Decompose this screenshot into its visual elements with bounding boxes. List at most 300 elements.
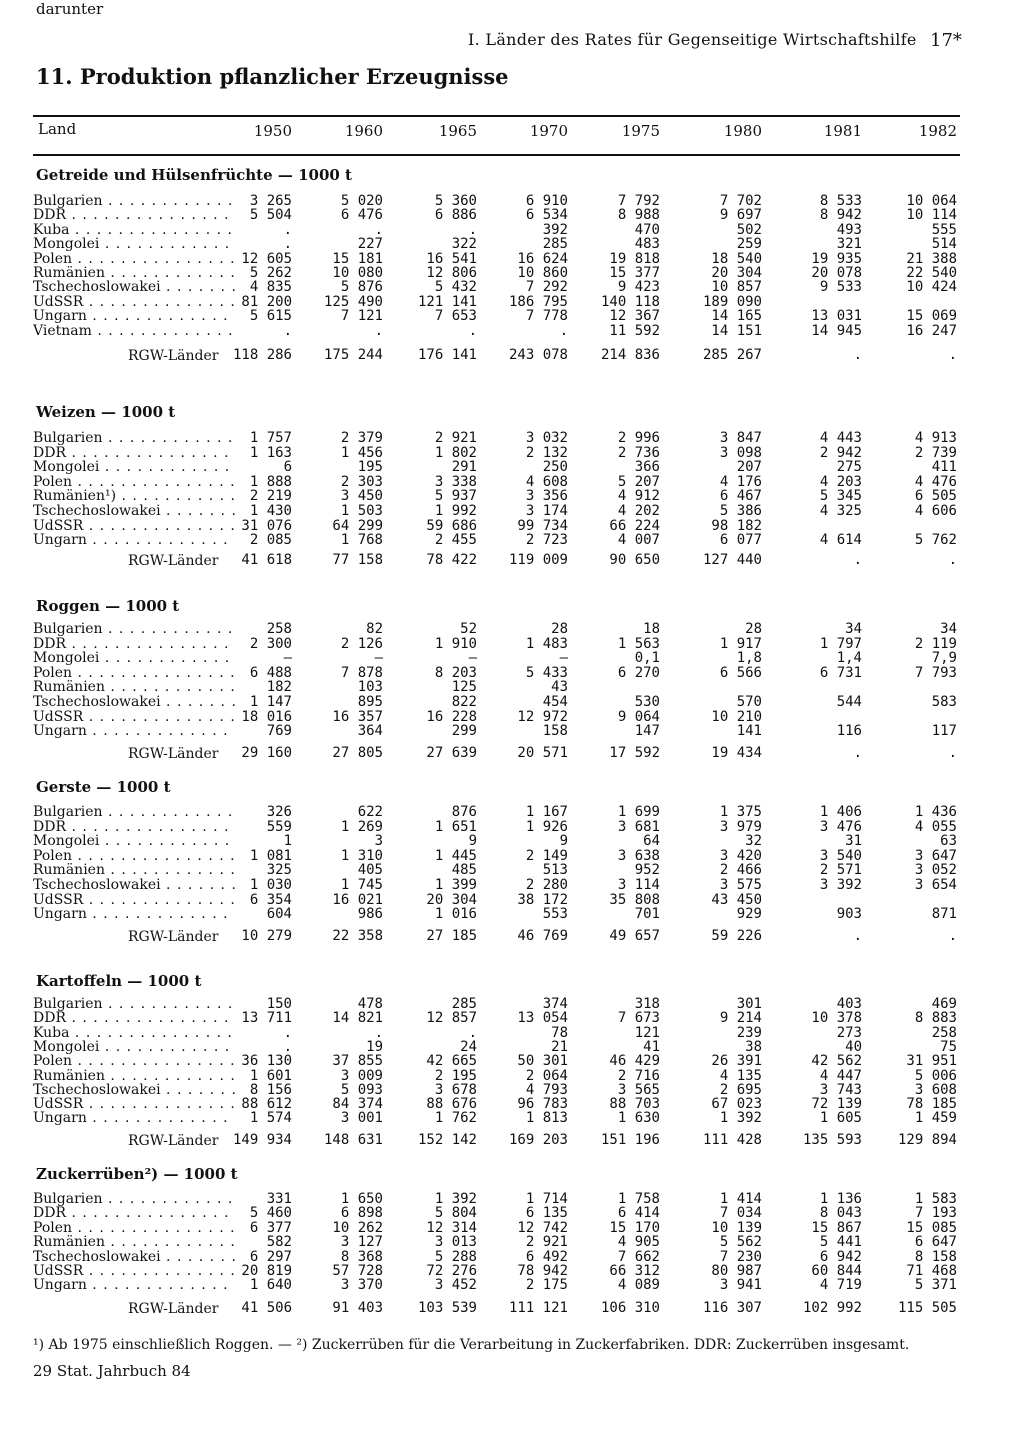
country-name: UdSSR . . . bbox=[33, 1097, 235, 1112]
country-name: Rumänien . . . bbox=[33, 1235, 235, 1250]
table-cell: 7 792 bbox=[617, 193, 660, 209]
table-cell: 3 452 bbox=[434, 1277, 477, 1293]
table-cell: 12 605 bbox=[241, 251, 292, 267]
total-cell: 78 422 bbox=[426, 552, 477, 568]
table-row bbox=[0, 1026, 1024, 1041]
table-cell: 72 276 bbox=[426, 1263, 477, 1279]
table-cell: . bbox=[374, 323, 383, 339]
table-cell: 4 007 bbox=[617, 532, 660, 548]
table-cell: 1 813 bbox=[525, 1110, 568, 1126]
year-header: 1965 bbox=[438, 122, 477, 140]
table-cell: 6 bbox=[283, 459, 292, 475]
country-name: Tschechoslowakei . . . bbox=[33, 1083, 235, 1098]
table-cell: 2 119 bbox=[914, 636, 957, 652]
table-cell: 3 174 bbox=[525, 503, 568, 519]
country-name: Ungarn . . . bbox=[33, 309, 235, 324]
country-name: Tschechoslowakei . . . bbox=[33, 695, 235, 710]
total-label: RGW-Länder bbox=[128, 348, 219, 364]
country-name: Polen . . . bbox=[33, 849, 235, 864]
table-cell: 78 942 bbox=[517, 1263, 568, 1279]
table-cell: 2 064 bbox=[525, 1068, 568, 1084]
table-row bbox=[0, 237, 1024, 252]
table-cell: 14 151 bbox=[711, 323, 762, 339]
table-cell: 2 723 bbox=[525, 532, 568, 548]
table-cell: 6 297 bbox=[249, 1249, 292, 1265]
table-row bbox=[0, 266, 1024, 281]
table-cell: 9 697 bbox=[719, 207, 762, 223]
total-label: RGW-Länder bbox=[128, 553, 219, 569]
total-cell: 243 078 bbox=[508, 347, 568, 363]
table-cell: 43 bbox=[551, 679, 568, 695]
table-row bbox=[0, 1235, 1024, 1250]
table-cell: 15 069 bbox=[906, 308, 957, 324]
table-cell: 555 bbox=[931, 222, 957, 238]
table-cell: 1 797 bbox=[819, 636, 862, 652]
table-cell: 1 269 bbox=[340, 819, 383, 835]
table-cell: 903 bbox=[836, 906, 862, 922]
table-cell: 71 468 bbox=[906, 1263, 957, 1279]
table-row bbox=[0, 1250, 1024, 1265]
table-cell: 366 bbox=[634, 459, 660, 475]
year-header: 1970 bbox=[529, 122, 568, 140]
table-cell: 5 207 bbox=[617, 474, 660, 490]
table-cell: 6 488 bbox=[249, 665, 292, 681]
table-cell: 6 270 bbox=[617, 665, 660, 681]
table-cell: 8 942 bbox=[819, 207, 862, 223]
table-cell: 116 bbox=[836, 723, 862, 739]
table-cell: 37 855 bbox=[332, 1053, 383, 1069]
table-cell: 4 055 bbox=[914, 819, 957, 835]
table-cell: 41 bbox=[643, 1039, 660, 1055]
table-cell: 34 bbox=[845, 621, 862, 637]
table-cell: 4 719 bbox=[819, 1277, 862, 1293]
table-cell: 2 921 bbox=[434, 430, 477, 446]
table-cell: 15 181 bbox=[332, 251, 383, 267]
table-cell: 325 bbox=[266, 862, 292, 878]
table-cell: 99 734 bbox=[517, 518, 568, 534]
total-cell: 118 286 bbox=[232, 347, 292, 363]
table-cell: 1 399 bbox=[434, 877, 477, 893]
table-cell: 986 bbox=[357, 906, 383, 922]
table-cell: 514 bbox=[931, 236, 957, 252]
table-cell: 21 388 bbox=[906, 251, 957, 267]
table-cell: 182 bbox=[266, 679, 292, 695]
table-cell: 7 793 bbox=[914, 665, 957, 681]
table-cell: 1 650 bbox=[340, 1191, 383, 1207]
table-cell: 195 bbox=[357, 459, 383, 475]
country-name: Kuba . . . bbox=[33, 223, 235, 238]
country-name: Bulgarien . . . bbox=[33, 1192, 235, 1207]
table-cell: 8 156 bbox=[249, 1082, 292, 1098]
table-cell: 59 686 bbox=[426, 518, 477, 534]
total-cell: 119 009 bbox=[508, 552, 568, 568]
table-cell: 18 016 bbox=[241, 709, 292, 725]
table-cell: 322 bbox=[451, 236, 477, 252]
table-cell: 929 bbox=[736, 906, 762, 922]
table-cell: 1 601 bbox=[249, 1068, 292, 1084]
table-cell: 13 711 bbox=[241, 1010, 292, 1026]
table-cell: 7 034 bbox=[719, 1205, 762, 1221]
table-cell: 1 392 bbox=[719, 1110, 762, 1126]
table-cell: 20 819 bbox=[241, 1263, 292, 1279]
table-cell: 3 654 bbox=[914, 877, 957, 893]
table-cell: 5 006 bbox=[914, 1068, 957, 1084]
table-cell: 3 979 bbox=[719, 819, 762, 835]
section-title: Zuckerrüben²) — 1000 t bbox=[36, 1165, 238, 1183]
table-cell: . bbox=[374, 1025, 383, 1041]
country-name: Polen . . . bbox=[33, 1054, 235, 1069]
table-cell: 19 bbox=[366, 1039, 383, 1055]
table-cell: 3 678 bbox=[434, 1082, 477, 1098]
country-name: Polen . . . bbox=[33, 666, 235, 681]
table-cell: 75 bbox=[940, 1039, 957, 1055]
country-name: Tschechoslowakei . . . bbox=[33, 878, 235, 893]
total-cell: 152 142 bbox=[417, 1132, 477, 1148]
table-cell: 3 647 bbox=[914, 848, 957, 864]
country-name: DDR . . . bbox=[33, 820, 235, 835]
total-cell: 49 657 bbox=[609, 928, 660, 944]
table-cell: 38 172 bbox=[517, 892, 568, 908]
table-row bbox=[0, 863, 1024, 878]
table-cell: 3 009 bbox=[340, 1068, 383, 1084]
table-cell: 273 bbox=[836, 1025, 862, 1041]
table-cell: 103 bbox=[357, 679, 383, 695]
table-cell: 42 665 bbox=[426, 1053, 477, 1069]
table-cell: 81 200 bbox=[241, 294, 292, 310]
table-cell: 16 021 bbox=[332, 892, 383, 908]
table-cell: 3 392 bbox=[819, 877, 862, 893]
table-cell: 8 043 bbox=[819, 1205, 862, 1221]
table-row bbox=[0, 878, 1024, 893]
country-name: UdSSR . . . bbox=[33, 710, 235, 725]
total-cell: 175 244 bbox=[323, 347, 383, 363]
table-cell: 1 651 bbox=[434, 819, 477, 835]
table-cell: 141 bbox=[736, 723, 762, 739]
table-cell: 895 bbox=[357, 694, 383, 710]
table-cell: 6 476 bbox=[340, 207, 383, 223]
table-row bbox=[0, 666, 1024, 681]
table-cell: 3 bbox=[374, 833, 383, 849]
table-cell: 46 429 bbox=[609, 1053, 660, 1069]
table-cell: 6 077 bbox=[719, 532, 762, 548]
table-row bbox=[0, 252, 1024, 267]
table-cell: 3 127 bbox=[340, 1234, 383, 1250]
table-cell: 493 bbox=[836, 222, 862, 238]
footnote: ¹) Ab 1975 einschließlich Roggen. — ²) Zuckerrüben für die Verarbeitung in Zuckerfabriken. DDR: Zuckerrüben insgesamt. bbox=[33, 1337, 910, 1353]
table-cell: 701 bbox=[634, 906, 660, 922]
table-cell: 1 926 bbox=[525, 819, 568, 835]
table-cell: 544 bbox=[836, 694, 862, 710]
total-cell: 127 440 bbox=[702, 552, 762, 568]
table-cell: 4 476 bbox=[914, 474, 957, 490]
table-cell: 3 001 bbox=[340, 1110, 383, 1126]
column-header-land: Land bbox=[38, 120, 77, 138]
table-cell: 7 653 bbox=[434, 308, 477, 324]
table-cell: 6 886 bbox=[434, 207, 477, 223]
table-cell: . bbox=[283, 323, 292, 339]
table-cell: 559 bbox=[266, 819, 292, 835]
table-cell: 9 064 bbox=[617, 709, 660, 725]
table-cell: 19 935 bbox=[811, 251, 862, 267]
country-name: Tschechoslowakei . . . bbox=[33, 280, 235, 295]
table-cell: 14 945 bbox=[811, 323, 862, 339]
table-cell: 1 758 bbox=[617, 1191, 660, 1207]
country-name: Rumänien¹) . . . bbox=[33, 489, 235, 504]
total-cell: 20 571 bbox=[517, 745, 568, 761]
table-cell: 291 bbox=[451, 459, 477, 475]
country-name: Bulgarien . . . bbox=[33, 194, 235, 209]
table-row bbox=[0, 194, 1024, 209]
table-cell: 3 370 bbox=[340, 1277, 383, 1293]
table-row bbox=[0, 519, 1024, 534]
country-name: Bulgarien . . . bbox=[33, 622, 235, 637]
table-cell: 5 441 bbox=[819, 1234, 862, 1250]
table-cell: 40 bbox=[845, 1039, 862, 1055]
table-cell: 36 130 bbox=[241, 1053, 292, 1069]
table-cell: 121 141 bbox=[417, 294, 477, 310]
table-cell: 9 214 bbox=[719, 1010, 762, 1026]
table-cell: 16 541 bbox=[426, 251, 477, 267]
table-cell: 5 360 bbox=[434, 193, 477, 209]
total-cell: 285 267 bbox=[702, 347, 762, 363]
top-rule bbox=[33, 115, 960, 117]
table-row bbox=[0, 533, 1024, 548]
table-cell: 12 806 bbox=[426, 265, 477, 281]
table-cell: 28 bbox=[745, 621, 762, 637]
total-cell: 149 934 bbox=[232, 1132, 292, 1148]
table-cell: 6 354 bbox=[249, 892, 292, 908]
table-cell: 207 bbox=[736, 459, 762, 475]
table-cell: 28 bbox=[551, 621, 568, 637]
table-cell: 13 031 bbox=[811, 308, 862, 324]
year-header: 1975 bbox=[621, 122, 660, 140]
table-row bbox=[0, 1221, 1024, 1236]
table-cell: 3 420 bbox=[719, 848, 762, 864]
table-cell: 32 bbox=[745, 833, 762, 849]
table-cell: — bbox=[374, 650, 383, 666]
table-cell: 530 bbox=[634, 694, 660, 710]
table-cell: 1,4 bbox=[836, 650, 862, 666]
total-cell: 169 203 bbox=[508, 1132, 568, 1148]
country-name: Tschechoslowakei . . . bbox=[33, 504, 235, 519]
table-cell: 63 bbox=[940, 833, 957, 849]
country-name: Ungarn . . . bbox=[33, 724, 235, 739]
table-cell: 3 356 bbox=[525, 488, 568, 504]
table-row bbox=[0, 1040, 1024, 1055]
country-name: UdSSR . . . bbox=[33, 519, 235, 534]
table-cell: 3 681 bbox=[617, 819, 660, 835]
table-cell: 6 467 bbox=[719, 488, 762, 504]
table-cell: 5 371 bbox=[914, 1277, 957, 1293]
country-name: Tschechoslowakei . . . bbox=[33, 1250, 235, 1265]
table-cell: 52 bbox=[460, 621, 477, 637]
country-name: DDR . . . bbox=[33, 208, 235, 223]
table-cell: 43 450 bbox=[711, 892, 762, 908]
total-cell: . bbox=[853, 347, 862, 363]
table-cell: 21 bbox=[551, 1039, 568, 1055]
table-cell: 7,9 bbox=[931, 650, 957, 666]
table-cell: 1 574 bbox=[249, 1110, 292, 1126]
total-label: RGW-Länder bbox=[128, 746, 219, 762]
table-cell: 4 912 bbox=[617, 488, 660, 504]
table-cell: . bbox=[283, 222, 292, 238]
table-row bbox=[0, 295, 1024, 310]
table-cell: 31 bbox=[845, 833, 862, 849]
table-cell: 150 bbox=[266, 996, 292, 1012]
table-cell: 1 436 bbox=[914, 804, 957, 820]
total-cell: 90 650 bbox=[609, 552, 660, 568]
table-cell: 227 bbox=[357, 236, 383, 252]
table-cell: 117 bbox=[931, 723, 957, 739]
table-cell: 1 714 bbox=[525, 1191, 568, 1207]
total-label: RGW-Länder bbox=[128, 1301, 219, 1317]
table-cell: 31 076 bbox=[241, 518, 292, 534]
table-cell: 3 338 bbox=[434, 474, 477, 490]
total-cell: 59 226 bbox=[711, 928, 762, 944]
table-cell: 1 392 bbox=[434, 1191, 477, 1207]
total-cell: 151 196 bbox=[600, 1132, 660, 1148]
table-cell: 3 565 bbox=[617, 1082, 660, 1098]
table-cell: 147 bbox=[634, 723, 660, 739]
table-cell: 6 647 bbox=[914, 1234, 957, 1250]
country-name: Rumänien . . . bbox=[33, 266, 235, 281]
table-row bbox=[0, 223, 1024, 238]
table-cell: 66 312 bbox=[609, 1263, 660, 1279]
table-row bbox=[0, 1206, 1024, 1221]
table-cell: 4 913 bbox=[914, 430, 957, 446]
table-cell: 318 bbox=[634, 996, 660, 1012]
table-cell: 60 844 bbox=[811, 1263, 862, 1279]
table-cell: 2 466 bbox=[719, 862, 762, 878]
table-cell: 7 778 bbox=[525, 308, 568, 324]
total-row bbox=[0, 553, 1024, 568]
total-cell: 19 434 bbox=[711, 745, 762, 761]
year-header: 1950 bbox=[253, 122, 292, 140]
table-cell: 2 149 bbox=[525, 848, 568, 864]
table-cell: 1 563 bbox=[617, 636, 660, 652]
table-row bbox=[0, 280, 1024, 295]
table-cell: 3 575 bbox=[719, 877, 762, 893]
table-cell: 1 414 bbox=[719, 1191, 762, 1207]
table-cell: 34 bbox=[940, 621, 957, 637]
table-cell: 570 bbox=[736, 694, 762, 710]
country-name: DDR . . . bbox=[33, 637, 235, 652]
table-cell: 2 921 bbox=[525, 1234, 568, 1250]
table-cell: 8 158 bbox=[914, 1249, 957, 1265]
table-cell: 483 bbox=[634, 236, 660, 252]
table-cell: 769 bbox=[266, 723, 292, 739]
country-name: UdSSR . . . bbox=[33, 893, 235, 908]
table-cell: 5 345 bbox=[819, 488, 862, 504]
table-cell: 31 951 bbox=[906, 1053, 957, 1069]
section-title: Gerste — 1000 t bbox=[36, 778, 171, 796]
table-cell: 5 762 bbox=[914, 532, 957, 548]
total-cell: 148 631 bbox=[323, 1132, 383, 1148]
section-title: Roggen — 1000 t bbox=[36, 597, 180, 615]
table-cell: 3 032 bbox=[525, 430, 568, 446]
table-row bbox=[0, 504, 1024, 519]
table-cell: 259 bbox=[736, 236, 762, 252]
table-cell: 364 bbox=[357, 723, 383, 739]
table-cell: 2 195 bbox=[434, 1068, 477, 1084]
total-cell: . bbox=[948, 745, 957, 761]
country-name: Bulgarien . . . bbox=[33, 997, 235, 1012]
total-cell: . bbox=[948, 552, 957, 568]
total-cell: 17 592 bbox=[609, 745, 660, 761]
table-cell: 553 bbox=[542, 906, 568, 922]
table-cell: 1 917 bbox=[719, 636, 762, 652]
table-cell: 2 085 bbox=[249, 532, 292, 548]
table-cell: 19 818 bbox=[609, 251, 660, 267]
table-cell: 7 878 bbox=[340, 665, 383, 681]
year-header: 1981 bbox=[823, 122, 862, 140]
table-cell: — bbox=[283, 650, 292, 666]
table-cell: 3 608 bbox=[914, 1082, 957, 1098]
table-cell: 20 304 bbox=[426, 892, 477, 908]
table-row bbox=[0, 724, 1024, 739]
table-cell: 469 bbox=[931, 996, 957, 1012]
table-cell: 15 170 bbox=[609, 1220, 660, 1236]
table-cell: 4 905 bbox=[617, 1234, 660, 1250]
table-cell: 2 280 bbox=[525, 877, 568, 893]
table-cell: 321 bbox=[836, 236, 862, 252]
table-cell: 22 540 bbox=[906, 265, 957, 281]
table-cell: — bbox=[559, 650, 568, 666]
table-cell: 7 702 bbox=[719, 193, 762, 209]
table-cell: 2 300 bbox=[249, 636, 292, 652]
table-cell: 78 185 bbox=[906, 1096, 957, 1112]
table-cell: 871 bbox=[931, 906, 957, 922]
table-cell: 392 bbox=[542, 222, 568, 238]
table-cell: 42 562 bbox=[811, 1053, 862, 1069]
table-cell: 6 566 bbox=[719, 665, 762, 681]
table-title: 11. Produktion pflanzlicher Erzeugnisse bbox=[36, 64, 509, 89]
country-name: Ungarn . . . bbox=[33, 533, 235, 548]
table-cell: 250 bbox=[542, 459, 568, 475]
table-row bbox=[0, 907, 1024, 922]
table-cell: 583 bbox=[931, 694, 957, 710]
table-cell: 403 bbox=[836, 996, 862, 1012]
table-cell: 10 860 bbox=[517, 265, 568, 281]
table-cell: 285 bbox=[451, 996, 477, 1012]
table-row bbox=[0, 1111, 1024, 1126]
table-cell: 299 bbox=[451, 723, 477, 739]
table-cell: . bbox=[283, 236, 292, 252]
table-row bbox=[0, 1054, 1024, 1069]
table-cell: 822 bbox=[451, 694, 477, 710]
table-row bbox=[0, 1264, 1024, 1279]
table-cell: 26 391 bbox=[711, 1053, 762, 1069]
table-cell: 8 883 bbox=[914, 1010, 957, 1026]
table-cell: 2 716 bbox=[617, 1068, 660, 1084]
table-cell: 604 bbox=[266, 906, 292, 922]
table-cell: 24 bbox=[460, 1039, 477, 1055]
table-cell: 1 456 bbox=[340, 445, 383, 461]
country-name: Mongolei . . . bbox=[33, 651, 235, 666]
table-cell: 1 910 bbox=[434, 636, 477, 652]
table-cell: 258 bbox=[931, 1025, 957, 1041]
table-cell: 16 247 bbox=[906, 323, 957, 339]
table-row bbox=[0, 622, 1024, 637]
total-row bbox=[0, 1133, 1024, 1148]
table-cell: 88 703 bbox=[609, 1096, 660, 1112]
table-cell: 8 203 bbox=[434, 665, 477, 681]
table-cell: 8 988 bbox=[617, 207, 660, 223]
country-name: Polen . . . bbox=[33, 475, 235, 490]
country-name: Mongolei . . . bbox=[33, 460, 235, 475]
table-cell: 1 163 bbox=[249, 445, 292, 461]
section-title: Weizen — 1000 t bbox=[36, 403, 176, 421]
